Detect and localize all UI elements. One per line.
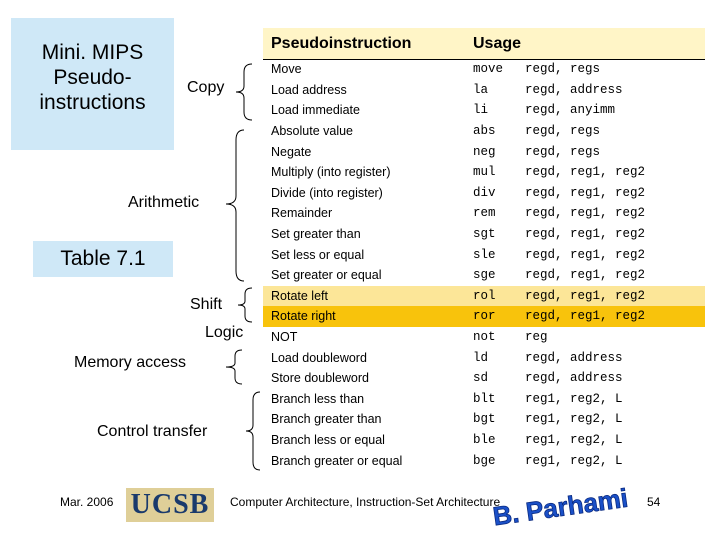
operands: regd, anyimm (525, 103, 616, 118)
pseudoinstruction-name: Branch less than (271, 391, 365, 406)
mnemonic: move (473, 62, 504, 77)
pseudoinstruction-name: Remainder (271, 206, 333, 221)
footer-date: Mar. 2006 (60, 495, 114, 509)
operands: regd, regs (525, 144, 601, 159)
table-row (263, 327, 705, 348)
pseudoinstruction-name: Rotate left (271, 288, 328, 303)
operands: regd, reg1, reg2 (525, 309, 646, 324)
mnemonic: blt (473, 391, 496, 406)
pseudoinstruction-name: Load doubleword (271, 350, 367, 365)
mnemonic: mul (473, 165, 496, 180)
category-shift: Shift (190, 296, 223, 313)
operands: regd, regs (525, 62, 601, 77)
mnemonic: ror (473, 309, 496, 324)
brace-control (242, 390, 262, 472)
mnemonic: sgt (473, 227, 496, 242)
table-row (263, 306, 705, 327)
operands: regd, address (525, 371, 623, 386)
table-row (263, 409, 705, 430)
table-row (263, 121, 705, 142)
operands: regd, reg1, reg2 (525, 247, 646, 262)
operands: reg (525, 330, 548, 345)
mnemonic: abs (473, 124, 496, 139)
table-row (263, 80, 705, 101)
mnemonic: not (473, 330, 496, 345)
header-usage: Usage (465, 28, 705, 59)
mnemonic: li (473, 103, 489, 118)
pseudoinstruction-name: NOT (271, 330, 298, 345)
pseudoinstruction-name: Set greater or equal (271, 268, 382, 283)
operands: regd, reg1, reg2 (525, 268, 646, 283)
table-row (263, 347, 705, 368)
mnemonic: ble (473, 432, 496, 447)
table-label: Table 7.1 (33, 241, 173, 277)
pseudoinstruction-name: Absolute value (271, 124, 354, 139)
pseudoinstruction-name: Divide (into register) (271, 185, 383, 200)
table-row (263, 59, 705, 80)
mnemonic: bgt (473, 412, 496, 427)
category-arithmetic: Arithmetic (128, 194, 200, 211)
table-row (263, 430, 705, 451)
operands: regd, reg1, reg2 (525, 227, 646, 242)
operands: regd, reg1, reg2 (525, 165, 646, 180)
mnemonic: neg (473, 144, 496, 159)
pseudoinstruction-name: Set greater than (271, 227, 361, 242)
pseudoinstruction-table (263, 28, 705, 471)
pseudoinstruction-name: Negate (271, 144, 312, 159)
brace-arithmetic (222, 128, 246, 283)
header-divider (263, 59, 705, 60)
operands: regd, reg1, reg2 (525, 288, 646, 303)
pseudoinstruction-name: Store doubleword (271, 371, 369, 386)
table-row (263, 244, 705, 265)
pseudoinstruction-name: Branch greater or equal (271, 453, 403, 468)
slide-title: Mini. MIPS Pseudo- instructions (39, 41, 146, 114)
operands: reg1, reg2, L (525, 412, 623, 427)
table-header-row (263, 28, 705, 59)
table-row (263, 450, 705, 471)
mnemonic: ld (473, 350, 489, 365)
operands: reg1, reg2, L (525, 432, 623, 447)
operands: regd, regs (525, 124, 601, 139)
table-row (263, 368, 705, 389)
mnemonic: sd (473, 371, 489, 386)
pseudoinstruction-name: Multiply (into register) (271, 165, 391, 180)
mnemonic: sle (473, 247, 496, 262)
pseudoinstruction-name: Set less or equal (271, 247, 365, 262)
category-logic: Logic (205, 324, 244, 341)
footer-course: Computer Architecture, Instruction-Set Architecture (230, 495, 501, 509)
table-row (263, 162, 705, 183)
pseudoinstruction-name: Load address (271, 82, 347, 97)
mnemonic: sge (473, 268, 496, 283)
table-row (263, 389, 705, 410)
table-row (263, 265, 705, 286)
category-control-transfer: Control transfer (97, 423, 208, 440)
pseudoinstruction-name: Move (271, 62, 302, 77)
author-logo (491, 480, 630, 532)
pseudoinstruction-name: Branch greater than (271, 412, 382, 427)
mnemonic: rol (473, 288, 496, 303)
operands: reg1, reg2, L (525, 391, 623, 406)
operands: regd, address (525, 82, 623, 97)
pseudoinstruction-name: Rotate right (271, 309, 336, 324)
brace-shift (234, 286, 254, 324)
mnemonic: la (473, 82, 489, 97)
ucsb-logo: UCSB (126, 488, 214, 522)
table-row (263, 286, 705, 307)
mnemonic: bge (473, 453, 496, 468)
operands: regd, reg1, reg2 (525, 185, 646, 200)
header-pseudoinstruction: Pseudoinstruction (263, 28, 465, 59)
table-row (263, 141, 705, 162)
pseudoinstruction-name: Branch less or equal (271, 432, 385, 447)
operands: regd, address (525, 350, 623, 365)
operands: regd, reg1, reg2 (525, 206, 646, 221)
operands: reg1, reg2, L (525, 453, 623, 468)
pseudoinstruction-name: Load immediate (271, 103, 360, 118)
table-row (263, 224, 705, 245)
category-copy: Copy (187, 79, 225, 96)
table-row (263, 203, 705, 224)
mnemonic: rem (473, 206, 496, 221)
brace-copy (232, 62, 254, 122)
mnemonic: div (473, 185, 496, 200)
table-row (263, 183, 705, 204)
table-row (263, 100, 705, 121)
page-number: 54 (647, 495, 661, 509)
author-logo-text: B. Parhami (491, 482, 630, 532)
brace-memory (222, 348, 244, 386)
category-memory-access: Memory access (74, 354, 187, 371)
